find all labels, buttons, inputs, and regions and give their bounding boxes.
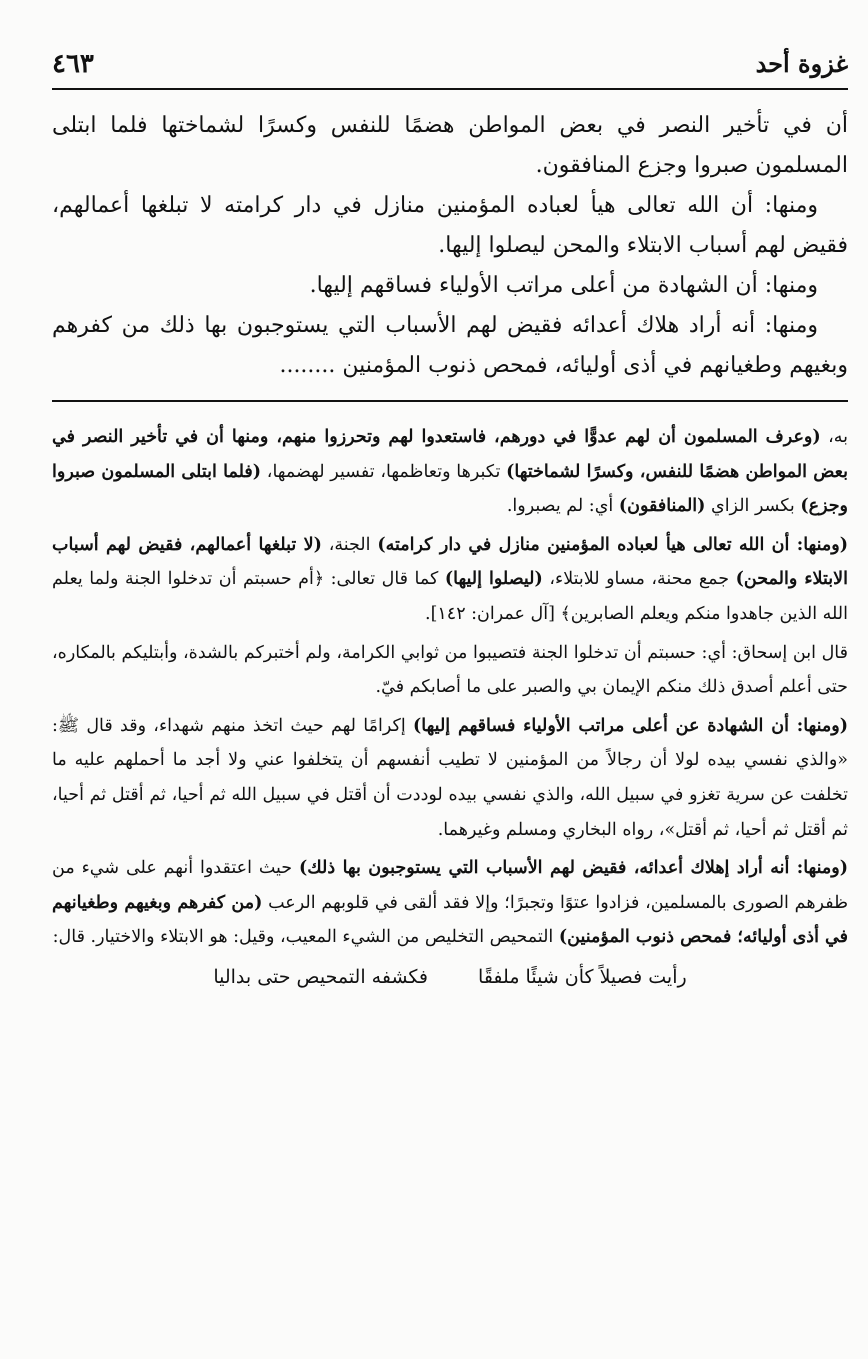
main-paragraph: ومنها: أنه أراد هلاك أعدائه فقيض لهم الأسباب التي يستوجبون بها ذلك من كفرهم وبغيهم وطغيانهم في أذى أوليائه، فمحص ذنوب المؤمنين ........ — [52, 313, 848, 378]
verse-hemistich: فكشفه التمحيص حتى بداليا — [213, 965, 428, 988]
note-text: كما قال تعالى: ﴿أم حسبتم أن تدخلوا الجنة ولما يعلم الله الذين جاهدوا منكم ويعلم الصابرين﴾ [آل عمران: ١٤٢]. — [52, 569, 848, 624]
chapter-title: غزوة أحد — [755, 49, 848, 78]
quoted-text: (لا تبلغها أعمالهم، فقيض لهم أسباب الابتلاء والمحن) — [52, 534, 848, 590]
book-page — [52, 40, 848, 995]
note-text: به، — [820, 427, 848, 447]
verse-hemistich: رأيت فصيلاً كأن شيئًا ملفقًا — [478, 965, 687, 988]
quoted-text: (ومنها: أن الله تعالى هيأ لعباده المؤمنين منازل في دار كرامته) — [377, 534, 848, 555]
note-text: إكرامًا لهم حيث اتخذ منهم شهداء، وقد قال ﷺ: «والذي نفسي بيده لولا أن رجالاً من المؤمنين لا تطيب أنفسهم أن يتخلفوا عني ولا أجد ما أحملهم عليه ما تخلفت عن سرية تغزو في سبيل الله، والذي نفسي بيده لوددت أن أقتل في سبيل الله ثم أحيا، ثم أقتل ثم أحيا، ثم أقتل ثم أحيا، ثم أقتل»، رواه البخاري ومسلم وغيرهما. — [52, 715, 848, 840]
quoted-text: (فلما ابتلى المسلمون صبروا وجزع) — [52, 461, 848, 517]
quoted-text: (ومنها: أن الشهادة عن أعلى مراتب الأولياء فساقهم إليها) — [412, 715, 849, 736]
commentary-paragraph — [52, 420, 848, 524]
quoted-text: (ليصلوا إليها) — [444, 569, 543, 590]
commentary-paragraph — [52, 528, 848, 632]
note-text: التمحيص التخليص من الشيء المعيب، وقيل: هو الابتلاء والاختيار. قال: — [52, 927, 559, 948]
note-text: تكبرها وتعاظمها، تفسير لهضمها، — [261, 461, 507, 482]
commentary — [52, 420, 848, 995]
main-paragraph: أن في تأخير النصر في بعض المواطن هضمًا للنفس وكسرًا لشماختها فلما ابتلى المسلمون صبروا وجزع المنافقون. — [52, 113, 848, 178]
footnote-divider — [52, 400, 848, 402]
note-text: جمع محنة، مساو للابتلاء، — [542, 569, 736, 590]
quoted-text: (وعرف المسلمون أن لهم عدوًّا في دورهم، فاستعدوا لهم وتحرزوا منهم، ومنها أن في تأخير النصر في بعض المواطن هضمًا للنفس، وكسرًا لشماختها) — [52, 427, 848, 482]
quoted-text: (ومنها: أنه أراد إهلاك أعدائه، فقيض لهم الأسباب التي يستوجبون بها ذلك) — [299, 858, 848, 879]
main-paragraph: ومنها: أن الله تعالى هيأ لعباده المؤمنين منازل في دار كرامته لا تبلغها أعمالهم، فقيض لهم أسباب الابتلاء والمحن ليصلوا إليها. — [52, 193, 848, 258]
poem-verse — [52, 959, 848, 995]
quoted-text: (المنافقون) — [618, 496, 706, 517]
main-text — [52, 106, 848, 386]
page-number: ٤٦٣ — [52, 49, 94, 79]
quoted-text: (من كفرهم وبغيهم وطغيانهم في أذى أوليائه؛ فمحص ذنوب المؤمنين) — [52, 892, 848, 948]
note-text: الجنة، — [321, 534, 378, 555]
note-text: أي: لم يصبروا. — [506, 496, 619, 517]
note-text: بكسر الزاي — [705, 496, 801, 517]
commentary-paragraph: قال ابن إسحاق: أي: حسبتم أن تدخلوا الجنة فتصيبوا من ثوابي الكرامة، ولم أختبركم بالشدة، وأبتليكم بالمكاره، حتى أعلم أصدق ذلك منكم الإيمان بي والصبر على ما أصابكم فيّ. — [52, 642, 848, 698]
commentary-paragraph — [52, 709, 848, 847]
main-paragraph: ومنها: أن الشهادة من أعلى مراتب الأولياء فساقهم إليها. — [309, 273, 818, 298]
commentary-paragraph — [52, 851, 848, 955]
page-header — [52, 40, 848, 90]
note-text: حيث اعتقدوا أنهم على شيء من ظفرهم الصورى بالمسلمين، فزادوا عتوًا وتجبرًا؛ وإلا فقد ألقى في قلوبهم الرعب — [52, 858, 848, 913]
